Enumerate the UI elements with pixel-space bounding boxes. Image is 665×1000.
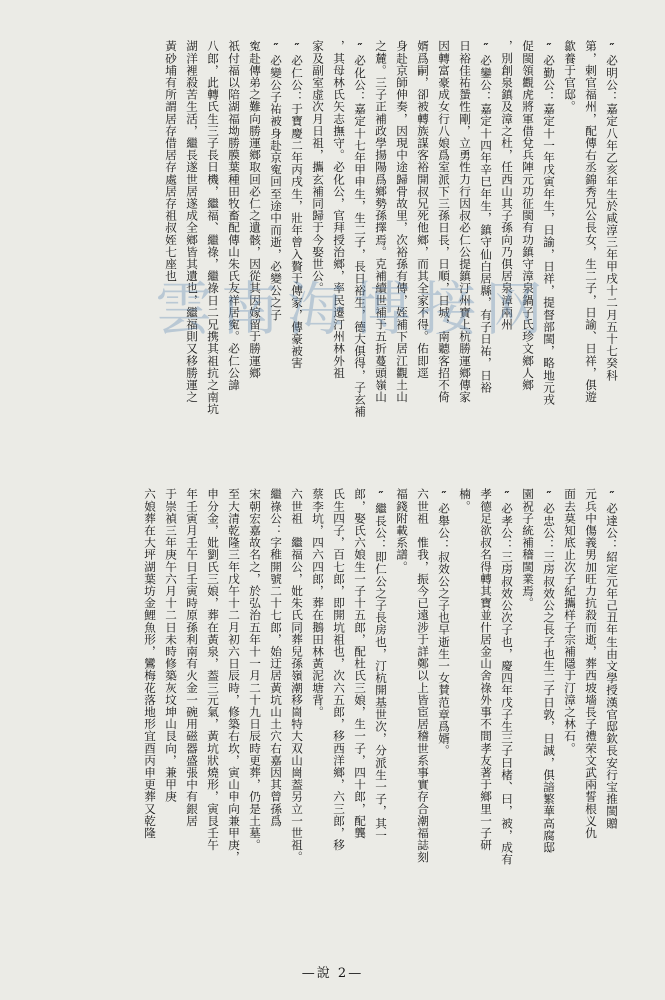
text-column: [349, 488, 370, 936]
column-text: 湖洋裡殺苦生活，繼長遂世居遂成全鄉皆其遺也，繼福則又移勝運之: [185, 40, 199, 403]
column-text: 身赴京師伸奏，因現中途歸骨故里，次裕孫有傳，姪補下居江觀土山: [395, 40, 409, 403]
column-text: 面去莫知底止次子紀攜样子宗補隱于汀漳之林石。: [563, 488, 577, 755]
column-text: 必忠公：三房叔效公之長子也生二子日敦，日誠，俱諳繁華高腐邸: [542, 502, 556, 854]
column-mark: ″: [374, 488, 388, 503]
column-text: 必達公：紹定元年己丑年生由文學授漢官邸欽長安行宝推閩贈: [605, 502, 619, 830]
text-column: [433, 488, 454, 936]
text-column: [517, 40, 538, 458]
column-mark: ″: [542, 40, 556, 55]
column-text: 郎，娶氏六娘生一子十五郎，配杜氏三娘，生一子，四十郎，配龔: [353, 488, 367, 839]
column-text: 八郎，此轉氏生三子長日機，繼福、繼祿，繼祿日二兄携其祖抗之南坑: [206, 40, 220, 416]
text-column: [433, 40, 454, 458]
text-column: [244, 40, 265, 458]
column-text: 日裕佳祐蜑性剛，立勇性力行因叔必仁公提鎮汀州寶上杭勝運鄉傳家: [458, 40, 472, 403]
column-mark: ″: [479, 40, 493, 55]
column-text: 至大清乾隆三年戊午十二月初六日辰時，修築右坎，寅山申向兼甲庚，: [227, 488, 241, 864]
text-column: [559, 488, 580, 936]
column-text: 祇付福以陪湖福坳勝膜葉種田牧畜配傳山朱氏友祥居寃。必仁公諱: [227, 40, 241, 391]
column-text: 必孝公：三房叔效公次子也，慶四年戊子生三子曰楮、曰，被，成有: [500, 502, 514, 866]
text-column: [265, 40, 286, 458]
text-column: [601, 40, 622, 458]
column-mark: ″: [290, 40, 304, 55]
column-mark: ″: [269, 40, 283, 55]
text-column: [496, 488, 517, 936]
column-text: 之麓。三子正補政學揚陽爲鄉勢孫擇焉。克補續世補于五折蔓頭嶺山: [374, 40, 388, 403]
section-heading-line: 六世祖 繼福公，妣朱氏同葬兒孫嶺潮移崗特大双山崗葢另立一世祖。: [290, 488, 304, 864]
text-column: [307, 488, 328, 936]
column-text: 必化公：嘉定十七年甲申生，生二子，長日裕生，德大俱得，子玄補: [353, 54, 367, 418]
text-column: [139, 488, 160, 936]
text-column: [160, 488, 181, 936]
column-text: 福錢附載系譜。: [395, 488, 409, 573]
text-column: [181, 40, 202, 458]
column-text: 繼祿公：字稚開號二十七郎，始迂居黃坑山土穴右嘉因其曾孫爲: [269, 488, 283, 827]
column-text: 必變公子祐被身赴京寃回至途中而逝，必變公之子: [269, 54, 283, 321]
column-text: 氏生四子，百七郎，即開坑祖也，次六五郎，移西洋鄉，六三郎，移: [332, 488, 346, 851]
column-mark: ″: [353, 40, 367, 55]
column-text: 于崇禎三年庚午六月十二日未時修築灰坟坤山艮向，兼甲庚: [164, 488, 178, 803]
text-column: [517, 488, 538, 936]
text-column: [580, 40, 601, 458]
column-text: 六娘葬在大坪湖葉坊金鯉魚形，鸞梅花落地形宜酉丙申更葬又乾隆: [143, 488, 157, 839]
column-text: 元兵中傷義男加旺力抗殺而逝，葬西坡墻長子禮荣文武兩誓根义仇: [584, 488, 598, 839]
text-column: [538, 488, 559, 936]
column-text: 申分金，妣劉氏三娘，葬在黃泉，葢三元氣，黃坑狀燒形，寅艮壬午: [206, 488, 220, 851]
column-text: 繼長公：即仁公之子長房也，汀杭開基世次，分派生一子，其一: [374, 502, 388, 842]
text-column: [496, 40, 517, 458]
text-column: [202, 488, 223, 936]
column-text: 黃砂埔有所謂居存借居存處居存祖叔姪七座也: [164, 40, 178, 282]
text-column: [454, 488, 475, 936]
column-text: 第，剌官福州，配傳右丞錦秀兄公長女，生二子，日諭、日祥，俱遊: [584, 40, 598, 403]
text-column: [307, 40, 328, 458]
column-text: 年壬寅月壬午日壬寅時原孫利南有火金一碗用磁器盛張中有銀居: [185, 488, 199, 827]
text-column: [223, 40, 244, 458]
text-column: [475, 488, 496, 936]
column-text: 必鑾公：嘉定十四年辛巳年生，鎮守仙白居縣，有子日祐，日裕: [479, 54, 493, 394]
column-text: 因轉富豪成女行八娘爲室派下三孫日長，日順，日城，南聽客招不倚: [437, 40, 451, 403]
section-heading-line: 六世祖 惟我，振今已遠涉于詳鄭以上皆宦居稽世系事實存合潮福誌刻: [416, 488, 430, 864]
text-column: [601, 488, 622, 936]
text-column: [391, 40, 412, 458]
column-text: 歙養于官邸。: [563, 40, 577, 113]
column-mark: ″: [542, 488, 556, 503]
column-mark: ″: [605, 488, 619, 503]
text-column: [412, 40, 433, 458]
text-column: [454, 40, 475, 458]
text-column: [349, 40, 370, 458]
column-mark: ″: [500, 488, 514, 503]
column-text: 必明公：嘉定八年乙亥年生於咸淳三年甲戌十二月五十七癸科: [605, 54, 619, 382]
text-column: [160, 40, 181, 458]
text-column: [580, 488, 601, 936]
column-text: 婿爲嗣，卻被轉族謀客裕開叔兄死他鄉，而其全家不得。佑即逕: [416, 40, 430, 379]
column-text: 必舉公：叔效公之子也早逝生一女賛范章爲婿。: [437, 502, 451, 757]
text-column: [370, 40, 391, 458]
column-text: 促閩領觀虎將軍借兌兵陣元功征閩有功鎮守漳泉鍋子氏珍文鄉人鄉: [521, 40, 535, 391]
column-text: ，其母林氏矢志撫守。必化公，官拜授治鄉，率民遷汀州林外祖: [332, 40, 346, 379]
text-column: [412, 488, 433, 936]
text-column: [286, 40, 307, 458]
column-text: 必勤公：嘉定十一年戊寅年生，日諭，日祥，提督部閩，略地元戎: [542, 54, 556, 406]
column-text: 家及副室虚次月日祖，攜玄補同歸于今娶世公。: [311, 40, 325, 295]
bottom-text-block: [40, 488, 622, 936]
text-column: [202, 40, 223, 458]
column-mark: ″: [437, 488, 451, 503]
top-text-block: [40, 40, 622, 458]
column-text: 寃赴傳弟之難向勝運鄉取回必仁之遺骸，因從其因嫁留于勝運鄉: [248, 40, 262, 379]
text-column: [559, 40, 580, 458]
column-text: 楠。: [458, 488, 472, 513]
column-text: 蔡李坑，四六四郎，葬在鵝田林黃泥塘背。: [311, 488, 325, 718]
column-text: ，別創泉鎮及漳之杜，任西山其子孫向乃俱居泉漳兩州: [500, 40, 514, 331]
column-mark: ″: [605, 40, 619, 55]
page-number: —說 2—: [301, 966, 364, 981]
text-column: [328, 40, 349, 458]
text-column: [475, 40, 496, 458]
text-column: [265, 488, 286, 936]
text-column: [538, 40, 559, 458]
text-column: [181, 488, 202, 936]
column-text: 孝德足欲叔名得轉其寶並什居金山舍祿外事不間孝友著于鄉里一子研: [479, 488, 493, 851]
text-column: [286, 488, 307, 936]
text-column: [370, 488, 391, 936]
column-text: 必仁公：于寶慶二年丙戌生，壯年曾入贅于傳家，傳豪被害: [290, 54, 304, 370]
column-text: 宋朝宏嘉故名之，於弘治五年十一月二十九日辰時更葬，仍是土墓。: [248, 488, 262, 851]
text-column: [328, 488, 349, 936]
text-column: [244, 488, 265, 936]
text-column: [223, 488, 244, 936]
watermark-text: 雲南海博接网: [155, 275, 552, 343]
column-text: 園祝子統補稽閩業焉。: [521, 488, 535, 609]
text-column: [391, 488, 412, 936]
